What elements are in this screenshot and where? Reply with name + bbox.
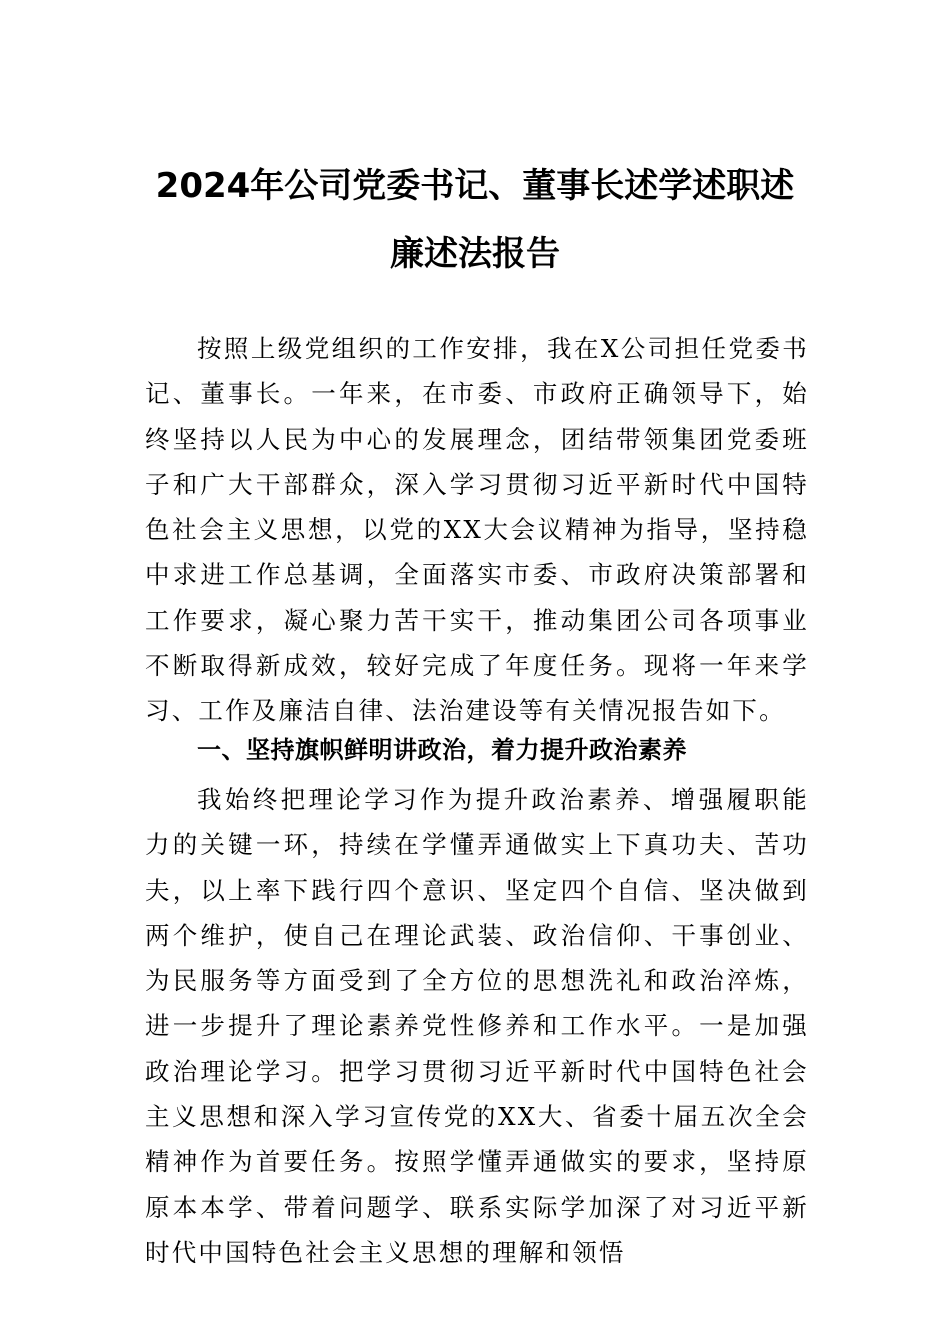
section-1-paragraph: 我始终把理论学习作为提升政治素养、增强履职能力的关键一环，持续在学懂弄通做实上下真功夫、苦功夫，以上率下践行四个意识、坚定四个自信、坚决做到两个维护，使自己在理论武装、政治信仰、干事创业、为民服务等方面受到了全方位的思想洗礼和政治淬炼，进一步提升了理论素养党性修养和工作水平。一是加强政治理论学习。把学习贯彻习近平新时代中国特色社会主义思想和深入学习宣传党的XX大、省委十届五次全会精神作为首要任务。按照学懂弄通做实的要求，坚持原原本本学、带着问题学、联系实际学加深了对习近平新时代中国特色社会主义思想的理解和领悟 (145, 785, 809, 1267)
document-title-line-2: 廉述法报告 (390, 234, 560, 274)
intro-paragraph: 按照上级党组织的工作安排，我在X公司担任党委书记、董事长。一年来，在市委、市政府正确领导下，始终坚持以人民为中心的发展理念，团结带领集团党委班子和广大干部群众，深入学习贯彻习近平新时代中国特色社会主义思想，以党的XX大会议精神为指导，坚持稳中求进工作总基调，全面落实市委、市政府决策部署和工作要求，凝心聚力苦干实干，推动集团公司各项事业不断取得新成效，较好完成了年度任务。现将一年来学习、工作及廉洁自律、法治建设等有关情况报告如下。 (145, 334, 809, 726)
section-1-heading: 一、坚持旗帜鲜明讲政治，着力提升政治素养 (197, 736, 687, 764)
document-title-line-1: 2024年公司党委书记、董事长述学述职述 (155, 166, 795, 206)
